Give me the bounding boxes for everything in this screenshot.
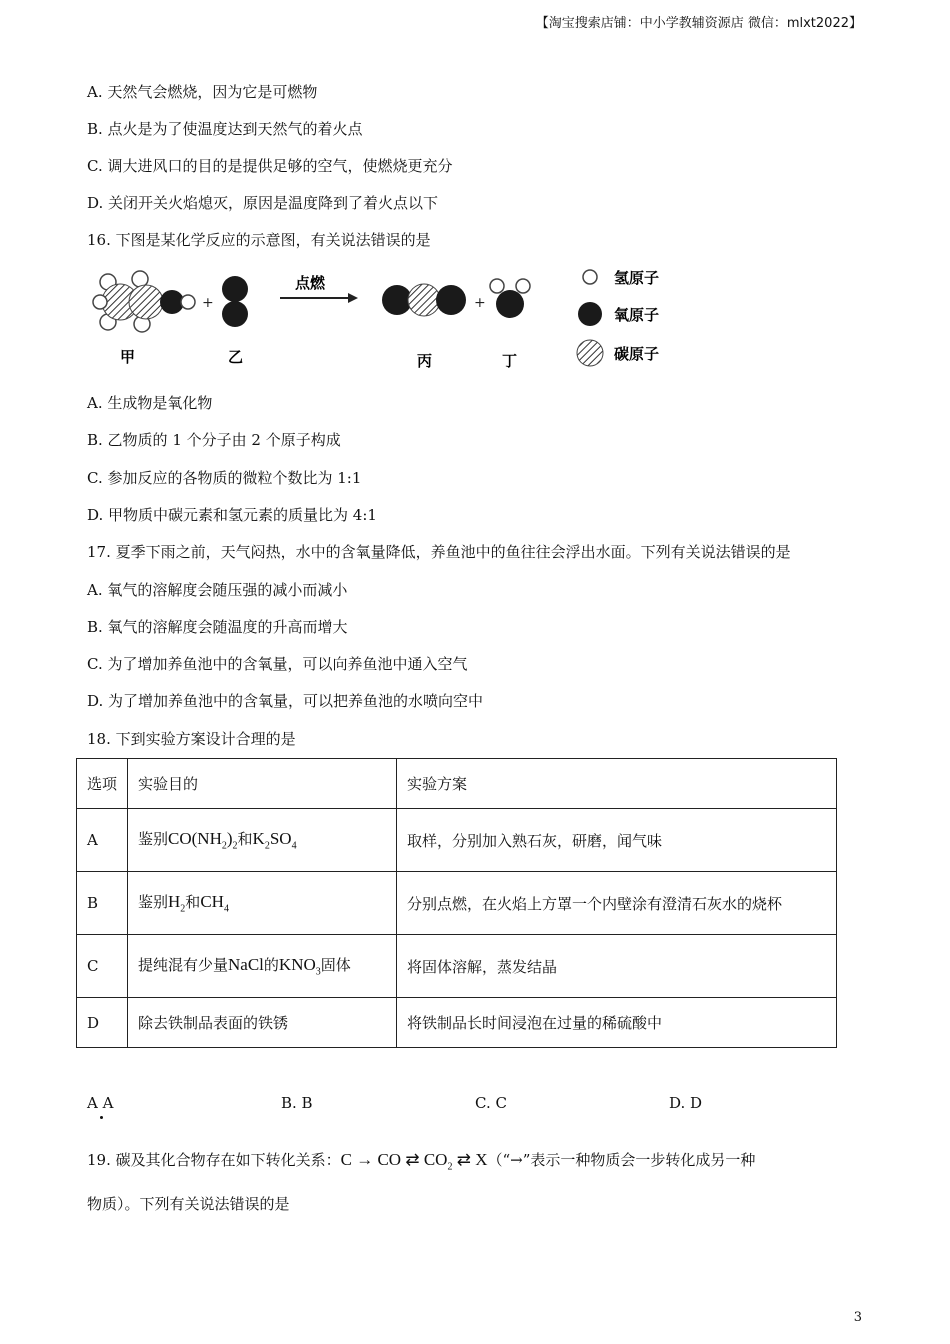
row-c-goal-end: 固体: [320, 956, 351, 975]
row-c-formula-1: NaCl: [228, 955, 264, 975]
formula-part: ): [226, 829, 233, 849]
row-b-goal-text: 鉴别: [138, 893, 169, 912]
reaction-arrow-head: [348, 293, 358, 303]
row-a-formula-2: [252, 829, 297, 852]
row-c-plan: 将固体溶解，蒸发结晶: [397, 935, 837, 998]
label-jia: 甲: [120, 348, 136, 366]
condition-label: 点燃: [295, 274, 326, 292]
table-row: [77, 935, 837, 998]
row-a-option: A: [77, 809, 128, 872]
chain-x: X: [475, 1150, 488, 1169]
q15-option-a: A. 天然气会燃烧，因为它是可燃物: [87, 83, 318, 101]
formula-sub: 2: [180, 903, 186, 915]
q19-suffix: （“→”表示一种物质会一步转化成另一种: [487, 1151, 756, 1169]
q17-option-a: A. 氧气的溶解度会随压强的减小而减小: [87, 581, 348, 599]
table-row: [77, 998, 837, 1048]
legend-carbon-icon: [577, 340, 603, 366]
label-ding: 丁: [502, 352, 518, 370]
q19-line-2: 物质）。下列有关说法错误的是: [87, 1195, 290, 1213]
formula-part: SO: [269, 829, 292, 849]
row-c-formula-2: [278, 955, 321, 978]
row-c-goal-text: 提纯混有少量: [138, 956, 229, 975]
plus-sign-1: +: [202, 295, 214, 311]
q16-option-c: C. 参加反应的各物质的微粒个数比为 1:1: [87, 469, 362, 487]
reaction-diagram: [90, 262, 680, 377]
row-d-option: D: [77, 998, 128, 1048]
legend-hydrogen-icon: [583, 270, 597, 284]
q15-option-d: D. 关闭开关火焰熄灭，原因是温度降到了着火点以下: [87, 194, 439, 212]
molecule-ding: [490, 279, 530, 318]
row-b-formula-1: [168, 892, 186, 915]
q15-option-b: B. 点火是为了使温度达到天然气的着火点: [87, 120, 363, 138]
q16-option-a: A. 生成物是氧化物: [87, 394, 213, 412]
row-b-option: B: [77, 872, 128, 935]
reaction-diagram-svg: [90, 262, 680, 377]
q17-stem: 17. 夏季下雨之前，天气闷热，水中的含氧量降低，养鱼池中的鱼往往会浮出水面。下列有关说法错误的是: [87, 543, 791, 561]
q18-answer-d: D. D: [669, 1094, 703, 1112]
legend-carbon-label: 碳原子: [614, 345, 660, 363]
q18-answer-b: B. B: [281, 1094, 313, 1112]
chain-c: C: [340, 1150, 352, 1169]
q16-option-d: D. 甲物质中碳元素和氢元素的质量比为 4:1: [87, 506, 377, 524]
formula-sub: 4: [291, 840, 297, 852]
table-row: [77, 872, 837, 935]
legend: [577, 269, 659, 366]
label-bing: 丙: [417, 352, 433, 370]
page-number: 3: [853, 1310, 862, 1325]
row-c-goal: [128, 935, 397, 998]
q18-stem: 18. 下到实验方案设计合理的是: [87, 730, 296, 748]
molecule-bing: [382, 284, 466, 316]
legend-hydrogen-label: 氢原子: [614, 269, 660, 287]
header-plan: 实验方案: [397, 759, 837, 809]
q16-option-b: B. 乙物质的 1 个分子由 2 个原子构成: [87, 431, 341, 449]
row-a-goal: [128, 809, 397, 872]
chain-arrow: →: [356, 1150, 374, 1169]
molecule-jia: [93, 271, 195, 332]
chain-co2: CO: [423, 1150, 448, 1169]
table-row: [77, 809, 837, 872]
row-c-option: C: [77, 935, 128, 998]
molecule-yi: [222, 276, 248, 327]
chain-equilibrium-2: ⇄: [456, 1150, 471, 1169]
row-d-goal: 除去铁制品表面的铁锈: [128, 998, 397, 1048]
q19-chain: [340, 1150, 488, 1173]
formula-part: CO(NH: [168, 829, 222, 849]
formula-part: CH: [200, 892, 224, 912]
legend-oxygen-icon: [578, 302, 602, 326]
row-a-goal-text: 鉴别: [138, 830, 169, 849]
row-b-formula-2: [200, 892, 229, 915]
answer-dot-mark: [100, 1116, 103, 1119]
q15-option-c: C. 调大进风口的目的是提供足够的空气，使燃烧更充分: [87, 157, 453, 175]
formula-sub: 2: [232, 840, 238, 852]
q18-answer-a: A A: [87, 1094, 114, 1112]
row-a-goal-conj: 和: [237, 830, 253, 849]
q17-option-d: D. 为了增加养鱼池中的含氧量，可以把养鱼池的水喷向空中: [87, 692, 484, 710]
chain-co: CO: [377, 1150, 402, 1169]
row-b-goal: [128, 872, 397, 935]
q19-prefix: 19. 碳及其化合物存在如下转化关系：: [87, 1151, 341, 1169]
row-c-goal-conj: 的: [263, 956, 279, 975]
q18-answer-c: C. C: [475, 1094, 507, 1112]
chain-co2-sub: 2: [447, 1161, 453, 1173]
row-a-formula-1: [168, 829, 238, 852]
row-b-plan: 分别点燃，在火焰上方罩一个内壁涂有澄清石灰水的烧杯: [397, 872, 837, 935]
header-option: 选项: [77, 759, 128, 809]
table-header-row: [77, 759, 837, 809]
formula-sub: 3: [315, 966, 321, 978]
experiment-table: [76, 758, 837, 1048]
formula-part: KNO: [278, 955, 316, 975]
formula-sub: 2: [264, 840, 270, 852]
q17-option-c: C. 为了增加养鱼池中的含氧量，可以向养鱼池中通入空气: [87, 655, 468, 673]
formula-sub: 2: [221, 840, 227, 852]
formula-part: H: [168, 892, 181, 912]
label-yi: 乙: [228, 348, 244, 366]
formula-sub: 4: [223, 903, 229, 915]
q16-stem: 16. 下图是某化学反应的示意图，有关说法错误的是: [87, 231, 431, 249]
formula-part: K: [252, 829, 265, 849]
q19-line-1: [87, 1150, 755, 1177]
row-d-plan: 将铁制品长时间浸泡在过量的稀硫酸中: [397, 998, 837, 1048]
row-a-plan: 取样，分别加入熟石灰，研磨，闻气味: [397, 809, 837, 872]
legend-oxygen-label: 氧原子: [614, 306, 660, 324]
q17-option-b: B. 氧气的溶解度会随温度的升高而增大: [87, 618, 348, 636]
plus-sign-2: +: [474, 295, 486, 311]
chain-equilibrium-1: ⇄: [405, 1150, 420, 1169]
page-header: 【淘宝搜索店铺：中小学教辅资源店 微信：mlxt2022】: [535, 16, 862, 31]
header-goal: 实验目的: [128, 759, 397, 809]
row-b-goal-conj: 和: [185, 893, 201, 912]
